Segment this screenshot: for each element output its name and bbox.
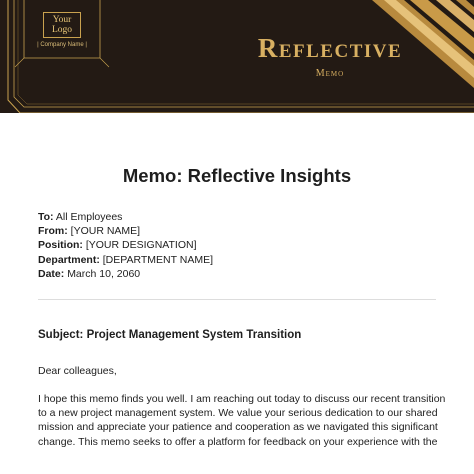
meta-value: [YOUR NAME] bbox=[70, 225, 141, 238]
subject-label: Subject: bbox=[38, 329, 84, 341]
logo-text-line2: Logo bbox=[51, 25, 73, 35]
meta-value: [DEPARTMENT NAME] bbox=[102, 253, 214, 266]
meta-label: To: bbox=[38, 211, 54, 223]
meta-from bbox=[38, 224, 213, 238]
banner-title: Reflective bbox=[257, 33, 403, 63]
memo-meta-block bbox=[38, 210, 213, 281]
logo-text-line1: Your bbox=[52, 15, 72, 25]
meta-department bbox=[38, 253, 213, 267]
meta-label: From: bbox=[38, 225, 68, 238]
body-paragraph bbox=[38, 392, 446, 449]
memo-subject bbox=[38, 329, 301, 341]
subject-value: Project Management System Transition bbox=[86, 329, 302, 341]
meta-position bbox=[38, 238, 213, 252]
document-title: Memo: Reflective Insights bbox=[122, 165, 352, 186]
section-divider bbox=[38, 299, 436, 300]
memo-header-banner bbox=[0, 0, 474, 113]
meta-value: All Employees bbox=[55, 211, 123, 223]
greeting: Dear colleagues, bbox=[38, 365, 117, 377]
company-name: | Company Name | bbox=[37, 42, 87, 48]
meta-label: Position: bbox=[38, 239, 83, 252]
meta-label: Date: bbox=[38, 267, 65, 280]
banner-subtitle: Memo bbox=[315, 68, 345, 79]
meta-value: March 10, 2060 bbox=[67, 267, 141, 280]
meta-to bbox=[38, 210, 213, 224]
meta-value: [YOUR DESIGNATION] bbox=[85, 239, 197, 252]
paragraph-line: I hope this memo finds you well. I am reaching out today to discuss our recent transition bbox=[38, 393, 446, 405]
meta-date bbox=[38, 267, 213, 281]
paragraph-line: to a new project management system. We value your serious dedication to our shared bbox=[38, 407, 438, 420]
company-logo bbox=[43, 12, 81, 38]
paragraph-line: change. This memo seeks to offer a platform for feedback on your experience with the bbox=[38, 435, 438, 448]
meta-label: Department: bbox=[38, 253, 100, 266]
paragraph-line: mission and appreciate your patience and cooperation as we navigated this significant bbox=[38, 421, 438, 434]
